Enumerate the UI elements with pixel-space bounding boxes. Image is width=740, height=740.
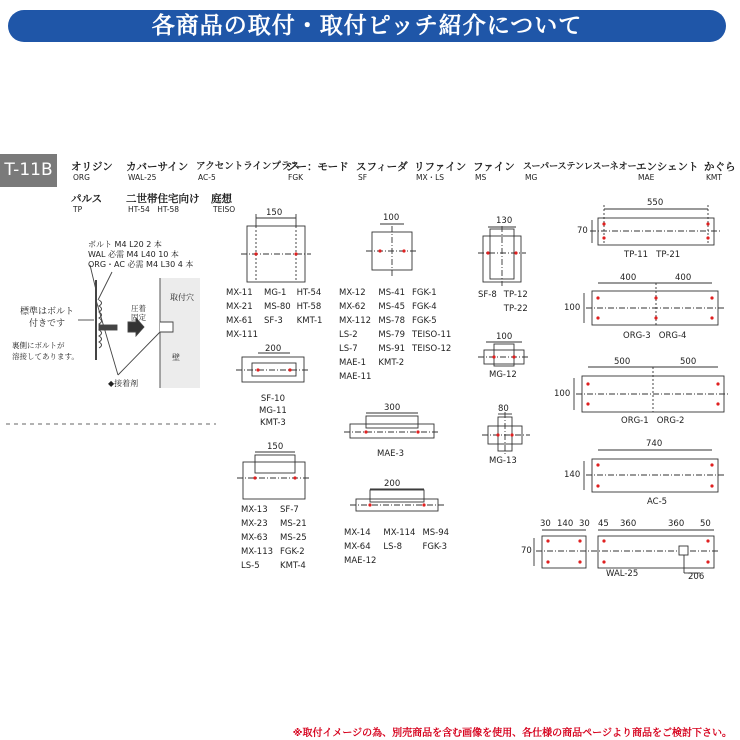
bolt-markers [253, 222, 719, 563]
model-list-740: AC-5 [647, 497, 668, 507]
series-code: SF [358, 173, 368, 182]
series-name: 庭想 [211, 193, 232, 205]
dimension-label: 200 [265, 344, 282, 354]
press-fix-label-line: 固定 [131, 313, 146, 322]
series-code: MAE [638, 173, 655, 182]
standard-bolt-note-line: 付きです [29, 319, 66, 329]
series-code: MG [525, 173, 538, 182]
press-fix-label [131, 304, 146, 322]
back-weld-note [12, 340, 79, 362]
dimension-label: 100 [554, 389, 571, 399]
dimension-label: 300 [384, 403, 401, 413]
series-name: ファイン [473, 161, 515, 173]
model-list-100a: MX-12 MS-41 FGK-1 MX-62 MS-45 FGK-4 MX-112 MS-78 FGK-5 LS-2 MS-79 TEISO-11 LS-7 MS-91 TEISO-12 MAE-1 KMT-2 MAE-11 [339, 288, 452, 382]
back-weld-note-line: 溶接してあります。 [12, 352, 79, 361]
dimension-label: 500 [680, 357, 697, 367]
dimension-label: 150 [266, 208, 283, 218]
model-list-100b: MG-12 [489, 370, 517, 380]
footnote-disclaimer: ※取付イメージの為、別売商品を含む画像を使用、各仕様の商品ページより商品をご検討下さい。 [292, 728, 732, 739]
dimension-label: 30 [579, 519, 590, 529]
dimension-label: 400 [675, 273, 692, 283]
dimension-label: 140 [557, 519, 574, 529]
series-name: アクセントラインプラス [196, 161, 300, 172]
dimension-label: 360 [620, 519, 637, 529]
series-name: カバーサイン [126, 161, 189, 173]
model-list-300: MAE-3 [377, 449, 404, 459]
dimension-label: 70 [577, 226, 588, 236]
model-list-80: MG-13 [489, 456, 517, 466]
page-title-banner: 各商品の取付・取付ピッチ紹介について [8, 10, 726, 42]
series-code: HT-54 HT-58 [128, 205, 180, 214]
series-code: AC-5 [198, 173, 216, 182]
installation-illustration [78, 265, 200, 388]
dimension-label: 100 [383, 213, 400, 223]
model-list-200b: MX-14 MX-114 MS-94 MX-64 LS-8 FGK-3 MAE-12 [344, 528, 450, 566]
series-code: MS [475, 173, 487, 182]
mount-hole-label: 取付穴 [170, 293, 194, 302]
dimension-label: 80 [498, 404, 509, 414]
series-name: パルス [71, 193, 103, 205]
dimension-label: 130 [496, 216, 513, 226]
series-name: オリジン [71, 161, 113, 173]
model-list-200a: SF-10 MG-11 KMT-3 [259, 394, 287, 428]
model-list-550: TP-11 TP-21 [624, 250, 681, 260]
series-code: WAL-25 [128, 173, 157, 182]
dimension-label: 150 [267, 442, 284, 452]
series-name: スフィーダ [356, 161, 408, 173]
dimension-label: 400 [620, 273, 637, 283]
dimension-label: 45 [598, 519, 609, 529]
series-code: KMT [706, 173, 722, 182]
series-code: MX・LS [416, 173, 445, 182]
model-list-500: ORG-1 ORG-2 [621, 416, 685, 426]
dimension-label: 70 [521, 546, 532, 556]
series-code: FGK [288, 173, 304, 182]
series-name: リファイン [414, 161, 467, 173]
press-fix-label-line: 圧着 [131, 304, 146, 313]
model-list-150b: MX-13 SF-7 MX-23 MS-21 MX-63 MS-25 MX-113 FGK-2 LS-5 KMT-4 [241, 505, 307, 571]
series-code: TEISO [213, 205, 236, 214]
dimension-label: 500 [614, 357, 631, 367]
bolt-spec-line: ORG・AC 必需 M4 L30 4 本 [88, 260, 194, 269]
bolt-spec-line: ボルト M4 L20 2 本 [88, 240, 162, 249]
series-code: ORG [73, 173, 90, 182]
dimension-label: 360 [668, 519, 685, 529]
dimension-label: 140 [564, 470, 581, 480]
model-list-400: ORG-3 ORG-4 [623, 331, 687, 341]
dimension-label: 100 [564, 303, 581, 313]
back-weld-note-line: 裏側にボルトが [12, 341, 65, 350]
series-code: TP [73, 205, 83, 214]
adhesive-label: ◆接着剤 [108, 379, 139, 388]
dimension-label: 50 [700, 519, 711, 529]
wall-label: 壁 [172, 353, 180, 362]
bolt-spec-notes [88, 240, 193, 270]
series-name: 二世帯住宅向け [126, 193, 200, 205]
series-name: スーパーステンレスーネオー [523, 162, 637, 172]
series-name: ジー：モード [286, 161, 349, 173]
series-name: かぐら [704, 161, 736, 173]
standard-bolt-note-line: 標準はボルト [20, 307, 75, 317]
series-name: エンシェント [636, 161, 699, 173]
model-list-130: SF-8 TP-12 TP-22 [478, 290, 528, 314]
dimension-label: 30 [540, 519, 551, 529]
dimension-label: 206 [688, 572, 705, 582]
model-list-wal: WAL-25 [606, 569, 639, 579]
dimension-label: 100 [496, 332, 513, 342]
model-list-150a: MX-11 MG-1 HT-54 MX-21 MS-80 HT-58 MX-61 SF-3 KMT-1 MX-111 [226, 288, 323, 340]
standard-bolt-note [20, 306, 74, 330]
bolt-spec-line: WAL 必需 M4 L40 10 本 [88, 250, 179, 259]
dimension-label: 550 [647, 198, 664, 208]
dimension-label: 200 [384, 479, 401, 489]
catalog-tab-label: T-11B [0, 154, 57, 187]
dimension-label: 740 [646, 439, 663, 449]
